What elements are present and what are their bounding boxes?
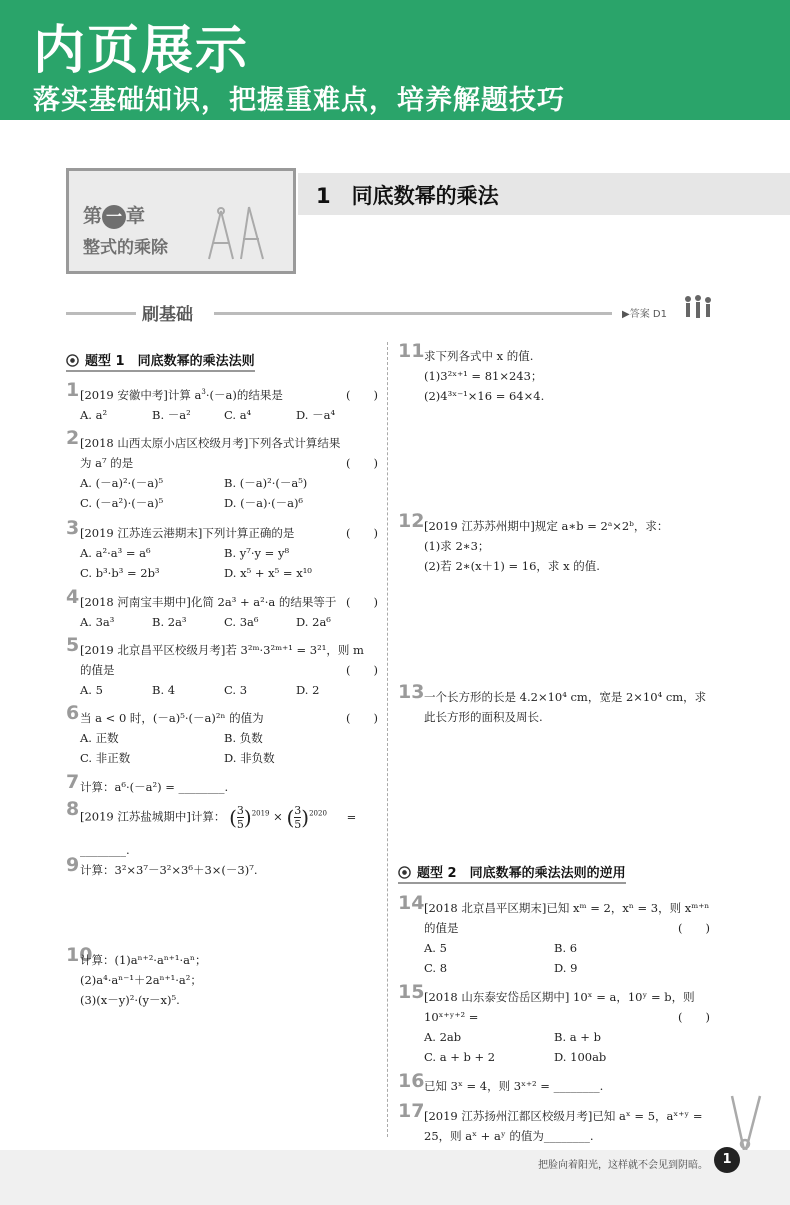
question-number: 8: [66, 798, 80, 820]
question-text: [2018 山西太原小店区校级月考]下列各式计算结果: [80, 436, 341, 450]
question-11: [398, 340, 710, 406]
question-1: 1 [2019 安徽中考]计算 $a^3\cdot(-a)$的结果是 ( ) A. a² B. －a² C. a⁴ D. －a⁴: [66, 385, 378, 425]
question-text: 计算：(1)aⁿ⁺²·aⁿ⁺¹·aⁿ；: [80, 953, 207, 967]
option-d: D. (－a)·(－a)⁶: [224, 496, 304, 510]
option-a: A. 正数: [80, 731, 119, 745]
question-7: [66, 771, 378, 797]
question-text: [2018 北京昌平区期末]已知 xᵐ = 2，xⁿ = 3，则 xᵐ⁺ⁿ: [424, 901, 710, 915]
question-text: 为 a⁷ 的是: [80, 456, 134, 470]
question-number: 4: [66, 586, 80, 608]
option-d: D. 非负数: [224, 751, 275, 765]
section-title: 1 同底数幂的乘法: [316, 184, 499, 208]
option-b: B. 2a³: [152, 615, 187, 629]
question-10: [66, 944, 378, 1010]
chapter-num-badge: 一: [102, 205, 126, 229]
practice-label: 刷基础: [142, 305, 193, 325]
operator: =: [346, 809, 357, 824]
page-number: 1: [714, 1147, 740, 1173]
operator: ×: [273, 809, 283, 824]
question-number: 13: [398, 681, 425, 703]
question-text: [2019 北京昌平区校级月考]若 3²ᵐ·3²ᵐ⁺¹ = 3²¹，则 m: [80, 643, 364, 657]
target-icon: [66, 354, 79, 367]
question-number: 11: [398, 340, 425, 362]
chapter-number: [83, 201, 145, 229]
fraction-numerator: 3: [294, 804, 302, 817]
question-text: (2)若 2∗(x＋1) = 16，求 x 的值.: [424, 559, 600, 573]
header-banner: [0, 0, 790, 120]
question-text: 的值是: [424, 921, 459, 935]
question-12: [398, 510, 710, 576]
type2-heading: [398, 862, 626, 884]
compass-ruler-icon: [201, 203, 271, 263]
fraction-denominator: 5: [236, 818, 244, 831]
divider: [66, 312, 136, 315]
answer-paren: ( ): [346, 526, 378, 540]
answer-paren: ( ): [678, 1010, 710, 1024]
question-8: 8 [2019 江苏盐城期中]计算： ( $\frac{3}{5}$ )$^{2019}$ × ( $\frac{3}{5}$ )$^{2020}$ = ________.: [66, 798, 357, 857]
question-4: [66, 586, 378, 632]
type1-title: 题型 1 同底数幂的乘法法则: [85, 354, 255, 369]
option-c: C. b³·b³ = 2b³: [80, 566, 160, 580]
type2-title: 题型 2 同底数幂的乘法法则的逆用: [417, 866, 626, 881]
option-a: A. 3a³: [80, 615, 115, 629]
question-number: 15: [398, 981, 425, 1003]
question-text: (1)求 2∗3；: [424, 539, 490, 553]
question-2: [66, 427, 378, 513]
question-text: 计算：a⁶·(－a²) = ________.: [80, 780, 229, 794]
question-number: 1: [66, 379, 80, 401]
exponent: 2020: [309, 809, 327, 818]
option-d: D. －a⁴: [296, 408, 336, 422]
exponent: 2019: [251, 809, 270, 818]
column-divider: [387, 342, 388, 1137]
option-a: A. a²·a³ = a⁶: [80, 546, 151, 560]
question-text: 10ˣ⁺ʸ⁺² =: [424, 1010, 479, 1024]
question-number: 7: [66, 771, 80, 793]
answer-paren: ( ): [346, 456, 378, 470]
option-a: A. 5: [424, 941, 447, 955]
option-d: D. 100ab: [554, 1050, 607, 1064]
option-b: B. 4: [152, 683, 176, 697]
option-c: C. 3: [224, 683, 248, 697]
question-text: (1)3²ˣ⁺¹ = 81×243；: [424, 369, 543, 383]
question-15: [398, 981, 710, 1067]
question-5: [66, 634, 378, 700]
question-text: 已知 3ˣ = 4，则 3ˣ⁺² = ________.: [424, 1079, 604, 1093]
option-a: A. 2ab: [424, 1030, 462, 1044]
footer-quote: 把脸向着阳光，这样就不会见到阴暗。: [538, 1160, 708, 1171]
option-c: C. a⁴: [224, 408, 252, 422]
answer-paren: ( ): [346, 595, 378, 609]
question-text: 计算 a: [167, 388, 202, 402]
type1-heading: [66, 350, 255, 372]
question-number: 9: [66, 854, 80, 876]
question-text: [2018 河南宝丰期中]化简 2a³ + a²·a 的结果等于: [80, 595, 337, 609]
option-a: A. a²: [80, 408, 108, 422]
target-icon: [398, 866, 411, 879]
option-b: B. y⁷·y = y⁸: [224, 546, 290, 560]
question-text: 的值是: [80, 663, 115, 677]
option-b: B. a + b: [554, 1030, 601, 1044]
question-16: [398, 1070, 710, 1096]
question-number: 10: [66, 944, 93, 966]
chapter-name: 整式的乘除: [83, 238, 168, 258]
question-text: 求下列各式中 x 的值.: [424, 349, 534, 363]
banner-subtitle: 落实基础知识，把握重难点，培养解题技巧: [33, 85, 565, 116]
question-text: [2018 山东泰安岱岳区期中] 10ˣ = a，10ʸ = b，则: [424, 990, 695, 1004]
answer-paren: ( ): [346, 388, 378, 402]
question-text: [2019 江苏连云港期末]下列计算正确的是: [80, 526, 295, 540]
page-footer: [0, 1150, 790, 1205]
question-text: 当 a < 0 时，(－a)⁵·(－a)²ⁿ 的值为: [80, 711, 264, 725]
question-text: (2)4³ˣ⁻¹×16 = 64×4.: [424, 389, 545, 403]
question-text: 一个长方形的长是 4.2×10⁴ cm，宽是 2×10⁴ cm，求: [424, 690, 707, 704]
people-icon: [680, 294, 716, 324]
question-number: 16: [398, 1070, 425, 1092]
option-b: B. －a²: [152, 408, 191, 422]
option-a: A. 5: [80, 683, 103, 697]
fraction-numerator: 3: [236, 804, 244, 817]
question-text: ·(－a)的结果是: [205, 388, 283, 402]
question-3: [66, 517, 378, 583]
option-d: D. 9: [554, 961, 578, 975]
answer-ref: ▶答案 D1: [622, 309, 667, 320]
question-13: [398, 681, 710, 727]
option-b: B. 负数: [224, 731, 263, 745]
option-b: B. 6: [554, 941, 578, 955]
banner-title: 内页展示: [33, 21, 250, 81]
question-text: 25，则 aˣ + aʸ 的值为________.: [424, 1129, 594, 1143]
question-number: 2: [66, 427, 80, 449]
question-number: 12: [398, 510, 425, 532]
divider: [214, 312, 612, 315]
option-c: C. 非正数: [80, 751, 131, 765]
option-d: D. 2a⁶: [296, 615, 331, 629]
question-number: 5: [66, 634, 80, 656]
question-17: [398, 1100, 710, 1146]
question-number: 17: [398, 1100, 425, 1122]
practice-header: [66, 300, 716, 326]
question-number: 14: [398, 892, 425, 914]
option-a: A. (－a)²·(－a)⁵: [80, 476, 164, 490]
option-c: C. (－a²)·(－a)⁵: [80, 496, 164, 510]
answer-paren: ( ): [346, 663, 378, 677]
question-text: [2019 江苏扬州江都区校级月考]已知 aˣ = 5，aˣ⁺ʸ =: [424, 1109, 703, 1123]
answer-paren: ( ): [346, 711, 378, 725]
chapter-prefix: 第: [83, 205, 103, 227]
question-14: [398, 892, 710, 978]
question-9: [66, 854, 378, 880]
chapter-box: [66, 168, 296, 274]
question-text: [2019 江苏盐城期中]计算：: [80, 809, 226, 824]
option-d: D. x⁵ + x⁵ = x¹⁰: [224, 566, 312, 580]
question-text: (3)(x－y)²·(y－x)⁵.: [80, 993, 180, 1007]
answer-paren: ( ): [678, 921, 710, 935]
chapter-suffix: 章: [126, 205, 146, 227]
answer-blank: ________: [80, 843, 126, 857]
question-6: [66, 702, 378, 768]
question-text: 计算：3²×3⁷－3²×3⁶＋3×(－3)⁷.: [80, 863, 258, 877]
fraction-denominator: 5: [294, 818, 302, 831]
question-source: [2019 安徽中考]: [80, 388, 168, 402]
question-text: [2019 江苏苏州期中]规定 a∗b = 2ᵃ×2ᵇ，求：: [424, 519, 669, 533]
question-number: 6: [66, 702, 80, 724]
question-text: (2)a⁴·aⁿ⁻¹＋2aⁿ⁺¹·a²；: [80, 973, 202, 987]
option-c: C. 8: [424, 961, 448, 975]
fraction: [237, 804, 244, 831]
option-d: D. 2: [296, 683, 320, 697]
question-text: 此长方形的面积及周长.: [424, 710, 543, 724]
question-number: 3: [66, 517, 80, 539]
option-c: C. a + b + 2: [424, 1050, 496, 1064]
section-title-bar: [298, 173, 790, 215]
option-b: B. (－a)²·(－a⁵): [224, 476, 308, 490]
option-c: C. 3a⁶: [224, 615, 259, 629]
